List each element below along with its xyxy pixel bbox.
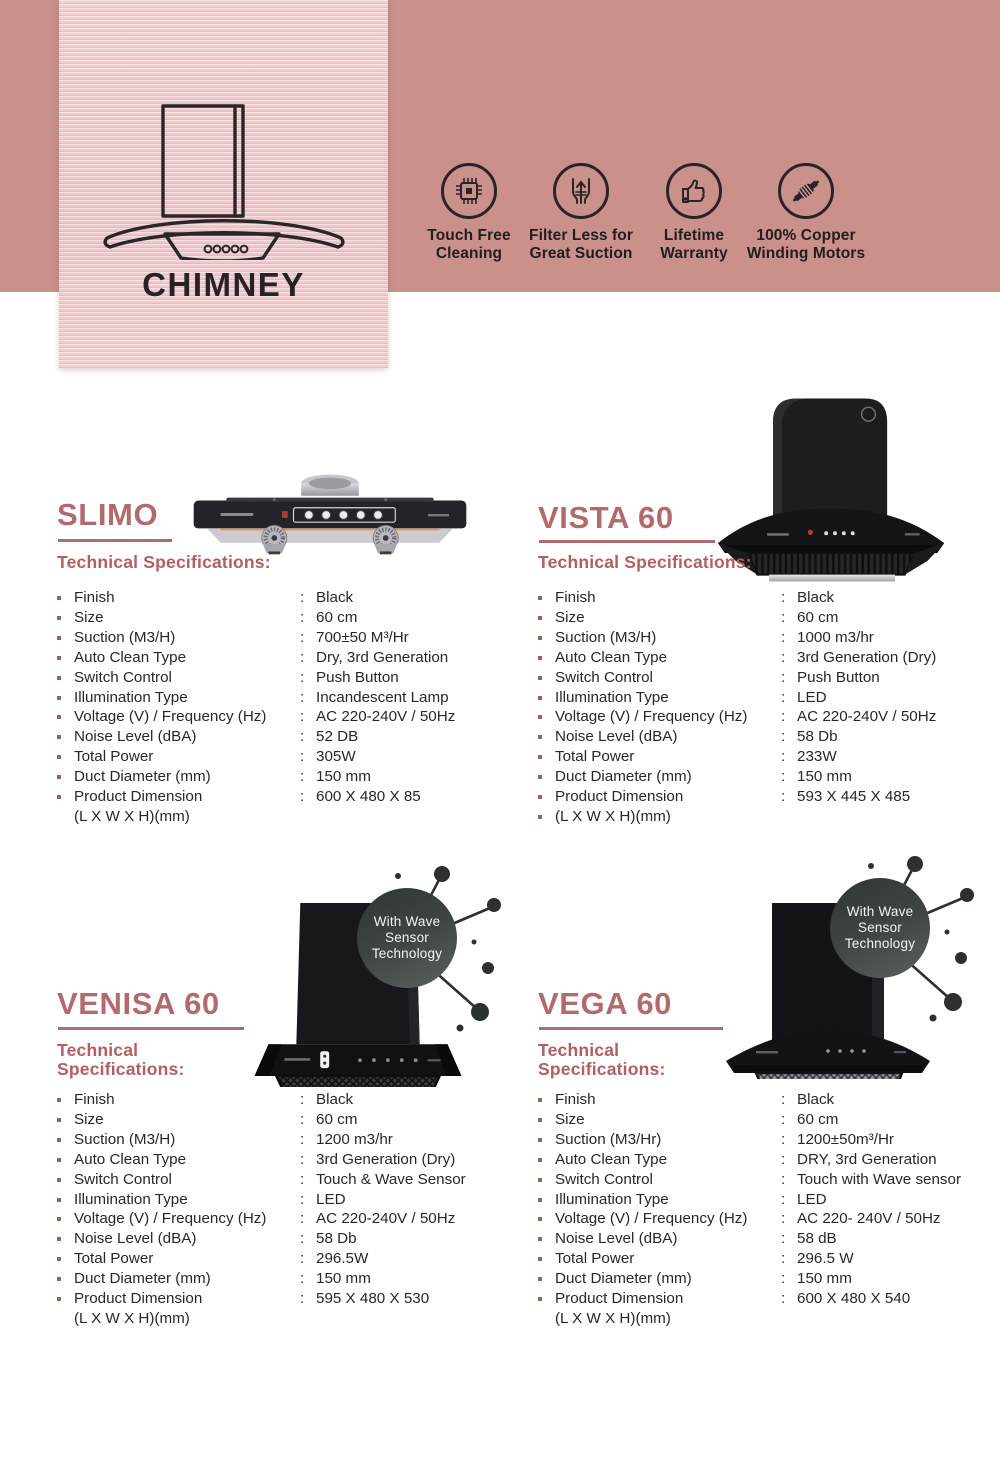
bullet-square: [538, 815, 542, 819]
spec-heading-line2: Specifications:: [57, 1059, 185, 1079]
product-title-vista-60: VISTA 60: [538, 500, 674, 535]
product-title-vega-60: VEGA 60: [538, 986, 672, 1021]
spec-row: [57, 648, 505, 668]
spec-row: [538, 1130, 986, 1150]
bullet-square: [538, 1178, 542, 1182]
spec-row: [57, 787, 505, 807]
product-title-slimo: SLIMO: [57, 497, 159, 532]
spec-heading-line1: Technical Specifications:: [57, 552, 271, 572]
spec-colon: :: [781, 1230, 786, 1248]
spec-label: Size: [555, 608, 585, 626]
spec-label: Voltage (V) / Frequency (Hz): [555, 708, 748, 726]
bullet-square: [538, 596, 542, 600]
spec-value: LED: [316, 1190, 346, 1208]
spec-value: 595 X 480 X 530: [316, 1290, 430, 1308]
bullet-square: [57, 1098, 61, 1102]
bullet-square: [57, 1198, 61, 1202]
spec-value: 3rd Generation (Dry): [316, 1150, 456, 1168]
spec-row: [57, 1150, 505, 1170]
spec-row: [538, 1289, 986, 1309]
spec-label: Switch Control: [74, 668, 172, 686]
spec-colon: :: [781, 589, 786, 606]
spec-value: 150 mm: [316, 1270, 371, 1288]
spec-label: (L X W X H)(mm): [555, 1309, 671, 1327]
spec-label: Noise Level (dBA): [74, 1230, 197, 1248]
spec-value: 58 Db: [316, 1230, 357, 1248]
title-underline: [539, 1027, 723, 1030]
spec-value: Black: [316, 589, 354, 606]
spec-value: Black: [797, 589, 835, 606]
bullet-square: [57, 715, 61, 719]
bullet-square: [538, 1277, 542, 1281]
spec-value: DRY, 3rd Generation: [797, 1150, 937, 1168]
spec-label: Noise Level (dBA): [555, 1230, 678, 1248]
spec-value: AC 220- 240V / 50Hz: [797, 1210, 941, 1228]
spec-label: Auto Clean Type: [555, 1150, 668, 1168]
spec-row: [57, 747, 505, 767]
feature-label-line2: Great Suction: [529, 244, 633, 262]
spec-row: [57, 1090, 505, 1110]
spec-row: [57, 1229, 505, 1249]
bullet-square: [538, 696, 542, 700]
bullet-square: [538, 1257, 542, 1261]
spec-heading-venisa-60: [57, 1041, 184, 1079]
bullet-square: [538, 1118, 542, 1122]
spec-label: Duct Diameter (mm): [555, 768, 692, 786]
bullet-square: [538, 656, 542, 660]
spec-colon: :: [781, 768, 786, 786]
spec-row: [538, 707, 986, 727]
chimney-panel: [59, 0, 388, 368]
feature-label: [731, 227, 881, 262]
spec-label: Total Power: [74, 748, 154, 766]
spec-colon: :: [300, 1250, 305, 1268]
spec-row: [538, 648, 986, 668]
spec-colon: :: [300, 1091, 305, 1108]
title-underline: [58, 539, 172, 542]
bullet-square: [538, 755, 542, 759]
bullet-square: [538, 735, 542, 739]
spec-colon: :: [300, 768, 305, 786]
spec-label: Product Dimension: [555, 1290, 684, 1308]
spec-label: Illumination Type: [555, 688, 669, 706]
spec-colon: :: [300, 1290, 305, 1308]
spec-row: [538, 1170, 986, 1190]
spec-row: [538, 588, 986, 608]
feature-label-line1: Touch Free: [427, 227, 511, 244]
spec-value: Black: [797, 1091, 835, 1108]
badge-line: Sensor: [858, 920, 902, 935]
spec-value: 52 DB: [316, 728, 359, 746]
spec-label: Voltage (V) / Frequency (Hz): [74, 708, 267, 726]
spec-row: [57, 1110, 505, 1130]
spec-label: Illumination Type: [74, 688, 188, 706]
spec-colon: :: [300, 1210, 305, 1228]
product-title-venisa-60: VENISA 60: [57, 986, 220, 1021]
bullet-square: [57, 795, 61, 799]
bullet-square: [57, 1118, 61, 1122]
spec-label: (L X W X H)(mm): [555, 807, 671, 825]
spec-row: [538, 1309, 986, 1329]
spec-row: [57, 707, 505, 727]
spec-colon: :: [300, 589, 305, 606]
spec-label: Duct Diameter (mm): [555, 1270, 692, 1288]
title-underline: [539, 540, 715, 543]
spec-value: LED: [797, 688, 827, 706]
spec-colon: :: [781, 1130, 786, 1148]
bullet-square: [57, 735, 61, 739]
spec-value: 58 dB: [797, 1230, 837, 1248]
spec-row: [57, 727, 505, 747]
spec-heading-line1: Technical Specifications:: [538, 552, 752, 572]
feature-label-line1: 100% Copper: [756, 227, 856, 244]
spec-colon: :: [300, 628, 305, 646]
spec-value: 150 mm: [797, 1270, 852, 1288]
spec-colon: :: [300, 688, 305, 706]
spec-value: 600 X 480 X 540: [797, 1290, 911, 1308]
spec-label: Finish: [555, 589, 596, 606]
spec-row: [538, 1110, 986, 1130]
spec-colon: :: [781, 1170, 786, 1188]
spec-colon: :: [300, 668, 305, 686]
bullet-square: [57, 616, 61, 620]
spec-colon: :: [781, 788, 786, 806]
spec-label: Voltage (V) / Frequency (Hz): [555, 1210, 748, 1228]
spec-row: [538, 767, 986, 787]
spec-colon: :: [300, 728, 305, 746]
spec-value: 1200±50m³/Hr: [797, 1130, 894, 1148]
bullet-square: [57, 676, 61, 680]
spec-row: [57, 668, 505, 688]
spec-value: 600 X 480 X 85: [316, 788, 421, 806]
bullet-square: [57, 1237, 61, 1241]
spec-colon: :: [781, 628, 786, 646]
spec-label: Auto Clean Type: [555, 648, 668, 666]
spec-heading-vista-60: [538, 553, 752, 572]
spec-colon: :: [781, 1110, 786, 1128]
spec-label: Suction (M3/H): [74, 1130, 176, 1148]
spec-label: Auto Clean Type: [74, 1150, 187, 1168]
spec-colon: :: [781, 608, 786, 626]
spec-label: Finish: [74, 1091, 115, 1108]
bullet-square: [57, 1178, 61, 1182]
wave-sensor-badge-vega: [830, 878, 930, 978]
spec-label: Switch Control: [555, 1170, 653, 1188]
spec-row: [57, 1249, 505, 1269]
spec-row: [57, 807, 505, 827]
bullet-square: [538, 795, 542, 799]
bullet-square: [57, 1297, 61, 1301]
title-underline: [58, 1027, 244, 1030]
spec-row: [538, 1249, 986, 1269]
spec-label: Total Power: [74, 1250, 154, 1268]
bullet-square: [538, 1237, 542, 1241]
spec-colon: :: [781, 1210, 786, 1228]
spec-row: [538, 608, 986, 628]
spec-value: Push Button: [316, 668, 399, 686]
spec-label: Suction (M3/H): [555, 628, 657, 646]
spec-label: Duct Diameter (mm): [74, 1270, 211, 1288]
thumbs-up-icon: [666, 163, 722, 219]
spec-colon: :: [781, 748, 786, 766]
spec-label: Illumination Type: [555, 1190, 669, 1208]
spec-value: AC 220-240V / 50Hz: [316, 1210, 456, 1228]
spec-value: Dry, 3rd Generation: [316, 648, 449, 666]
feature-copper-motors: [731, 163, 881, 262]
spec-value: Black: [316, 1091, 354, 1108]
bullet-square: [538, 616, 542, 620]
spec-label: Switch Control: [74, 1170, 172, 1188]
spec-colon: :: [781, 648, 786, 666]
bullet-square: [57, 1138, 61, 1142]
spec-row: [538, 628, 986, 648]
spec-label: Noise Level (dBA): [74, 728, 197, 746]
spec-row: [57, 688, 505, 708]
spec-list-vista-60: [538, 588, 986, 827]
bullet-square: [538, 1297, 542, 1301]
spec-row: [57, 1130, 505, 1150]
chimney-line-art: [99, 100, 349, 260]
spec-heading-vega-60: [538, 1041, 665, 1079]
spec-value: 150 mm: [316, 768, 371, 786]
bullet-square: [538, 1198, 542, 1202]
spec-heading-line1: Technical: [538, 1040, 620, 1060]
spec-label: Finish: [74, 589, 115, 606]
spec-label: Duct Diameter (mm): [74, 768, 211, 786]
spec-value: 60 cm: [316, 1110, 358, 1128]
badge-line: Technology: [844, 936, 916, 951]
badge-line: With Wave: [373, 914, 441, 929]
bullet-square: [57, 596, 61, 600]
badge-line: Technology: [371, 946, 443, 961]
spec-row: [57, 767, 505, 787]
spec-colon: :: [781, 1091, 786, 1108]
feature-label-line1: Filter Less for: [529, 227, 633, 244]
bullet-square: [57, 1217, 61, 1221]
spec-label: Size: [555, 1110, 585, 1128]
badge-line: Sensor: [385, 930, 429, 945]
spec-colon: :: [781, 708, 786, 726]
bullet-square: [57, 636, 61, 640]
bullet-square: [538, 1138, 542, 1142]
spec-value: Touch with Wave sensor: [797, 1170, 962, 1188]
spec-row: [57, 1170, 505, 1190]
spec-value: 296.5 W: [797, 1250, 854, 1268]
bullet-square: [538, 775, 542, 779]
spec-colon: :: [300, 1190, 305, 1208]
spec-row: [538, 1150, 986, 1170]
bullet-square: [57, 1158, 61, 1162]
spec-value: 60 cm: [316, 608, 358, 626]
spec-row: [538, 1090, 986, 1110]
badge-line: With Wave: [846, 904, 914, 919]
spec-colon: :: [781, 1190, 786, 1208]
spec-label: Suction (M3/H): [74, 628, 176, 646]
spec-label: Product Dimension: [555, 788, 684, 806]
spec-colon: :: [300, 748, 305, 766]
filterless-suction-icon: [553, 163, 609, 219]
spec-label: Suction (M3/Hr): [555, 1130, 662, 1148]
spec-colon: :: [781, 1250, 786, 1268]
spec-colon: :: [781, 1270, 786, 1288]
spec-colon: :: [781, 1290, 786, 1308]
spec-row: [57, 628, 505, 648]
spec-colon: :: [300, 1130, 305, 1148]
spec-row: [57, 1269, 505, 1289]
bullet-square: [57, 775, 61, 779]
spec-row: [57, 1209, 505, 1229]
spec-value: 233W: [797, 748, 837, 766]
spec-colon: :: [300, 1230, 305, 1248]
chip-icon: [441, 163, 497, 219]
spec-row: [538, 668, 986, 688]
spec-label: Finish: [555, 1091, 596, 1108]
spec-value: 296.5W: [316, 1250, 369, 1268]
motor-coil-icon: [778, 163, 834, 219]
bullet-square: [57, 755, 61, 759]
spec-value: Touch & Wave Sensor: [316, 1170, 466, 1188]
spec-value: 58 Db: [797, 728, 838, 746]
spec-label: Illumination Type: [74, 1190, 188, 1208]
bullet-square: [57, 656, 61, 660]
bullet-square: [538, 1158, 542, 1162]
spec-row: [538, 787, 986, 807]
spec-value: Incandescent Lamp: [316, 688, 449, 706]
spec-row: [538, 1190, 986, 1210]
spec-row: [538, 1269, 986, 1289]
spec-row: [538, 807, 986, 827]
spec-colon: :: [300, 1170, 305, 1188]
feature-label-line2: Winding Motors: [746, 244, 866, 262]
bullet-square: [57, 1257, 61, 1261]
spec-row: [538, 688, 986, 708]
spec-label: Noise Level (dBA): [555, 728, 678, 746]
bullet-square: [538, 1217, 542, 1221]
spec-value: 3rd Generation (Dry): [797, 648, 937, 666]
spec-row: [538, 1229, 986, 1249]
feature-label-line1: Lifetime: [663, 227, 725, 244]
spec-colon: :: [781, 1150, 786, 1168]
spec-value: 1000 m3/hr: [797, 628, 874, 646]
spec-colon: :: [300, 1270, 305, 1288]
spec-label: Product Dimension: [74, 1290, 203, 1308]
bullet-square: [57, 696, 61, 700]
spec-row: [57, 1289, 505, 1309]
spec-label: Total Power: [555, 1250, 635, 1268]
wave-sensor-badge-venisa: [357, 888, 457, 988]
spec-value: AC 220-240V / 50Hz: [316, 708, 456, 726]
spec-list-venisa-60: [57, 1090, 505, 1329]
spec-row: [538, 727, 986, 747]
spec-heading-line1: Technical: [57, 1040, 139, 1060]
spec-label: (L X W X H)(mm): [74, 1309, 190, 1327]
spec-heading-slimo: [57, 553, 271, 572]
spec-label: Total Power: [555, 748, 635, 766]
spec-label: Product Dimension: [74, 788, 203, 806]
spec-colon: :: [300, 648, 305, 666]
page-title: CHIMNEY: [142, 266, 305, 303]
spec-label: Size: [74, 608, 104, 626]
spec-value: LED: [797, 1190, 827, 1208]
product-image-slimo: [186, 470, 474, 558]
spec-label: Auto Clean Type: [74, 648, 187, 666]
bullet-square: [57, 1277, 61, 1281]
spec-label: Size: [74, 1110, 104, 1128]
feature-label-line2: Warranty: [660, 244, 728, 262]
spec-value: 700±50 M³/Hr: [316, 628, 409, 646]
spec-value: 1200 m3/hr: [316, 1130, 393, 1148]
spec-colon: :: [300, 1110, 305, 1128]
spec-list-slimo: [57, 588, 505, 827]
spec-heading-line2: Specifications:: [538, 1059, 666, 1079]
spec-value: 593 X 445 X 485: [797, 788, 911, 806]
spec-colon: :: [300, 1150, 305, 1168]
bullet-square: [538, 1098, 542, 1102]
bullet-square: [538, 676, 542, 680]
spec-label: Switch Control: [555, 668, 653, 686]
spec-value: 150 mm: [797, 768, 852, 786]
spec-value: 60 cm: [797, 1110, 839, 1128]
spec-value: Push Button: [797, 668, 880, 686]
bullet-square: [538, 636, 542, 640]
spec-row: [57, 588, 505, 608]
spec-value: AC 220-240V / 50Hz: [797, 708, 937, 726]
spec-list-vega-60: [538, 1090, 986, 1329]
spec-row: [57, 608, 505, 628]
bullet-square: [538, 715, 542, 719]
spec-label: Voltage (V) / Frequency (Hz): [74, 1210, 267, 1228]
spec-colon: :: [300, 788, 305, 806]
spec-row: [57, 1309, 505, 1329]
spec-colon: :: [300, 708, 305, 726]
spec-row: [538, 747, 986, 767]
spec-row: [57, 1190, 505, 1210]
spec-colon: :: [781, 728, 786, 746]
spec-colon: :: [300, 608, 305, 626]
spec-colon: :: [781, 688, 786, 706]
spec-row: [538, 1209, 986, 1229]
spec-colon: :: [781, 668, 786, 686]
spec-label: (L X W X H)(mm): [74, 807, 190, 825]
spec-value: 305W: [316, 748, 356, 766]
feature-label-line2: Cleaning: [435, 244, 503, 262]
spec-value: 60 cm: [797, 608, 839, 626]
